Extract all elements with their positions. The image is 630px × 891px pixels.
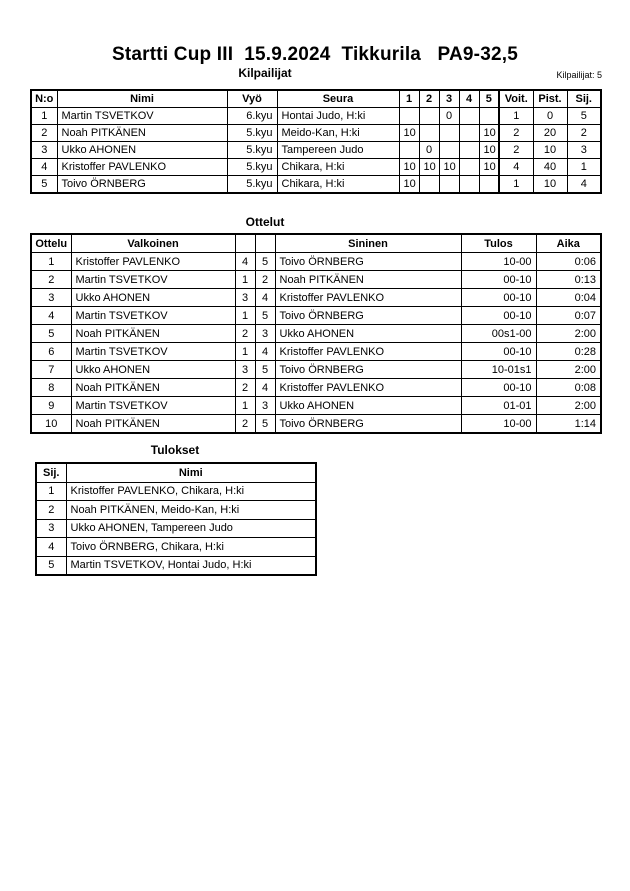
competitor-belt-cell: 6.kyu — [227, 108, 277, 125]
match-row — [31, 379, 601, 397]
points-cell: 0 — [533, 108, 567, 125]
match-no-cell: 3 — [31, 289, 71, 307]
place-cell: 5 — [567, 108, 601, 125]
col-header-match-5: 5 — [479, 90, 499, 108]
blue-no-cell: 3 — [255, 397, 275, 415]
col-header-white-no — [235, 234, 255, 253]
time-cell: 2:00 — [536, 397, 601, 415]
competitor-no-cell: 5 — [31, 176, 57, 194]
match-score-cell: 0 — [419, 142, 439, 159]
result-cell: 10-01s1 — [461, 361, 536, 379]
time-cell: 2:00 — [536, 325, 601, 343]
match-score-cell — [479, 108, 499, 125]
blue-name-cell: Noah PITKÄNEN — [275, 271, 461, 289]
competitor-club-cell: Hontai Judo, H:ki — [277, 108, 399, 125]
result-name-cell: Martin TSVETKOV, Hontai Judo, H:ki — [66, 556, 316, 575]
time-cell: 2:00 — [536, 361, 601, 379]
points-cell: 20 — [533, 125, 567, 142]
blue-no-cell: 5 — [255, 253, 275, 271]
competitor-name-cell: Noah PITKÄNEN — [57, 125, 227, 142]
match-score-cell: 10 — [419, 159, 439, 176]
blue-name-cell: Toivo ÖRNBERG — [275, 307, 461, 325]
white-no-cell: 2 — [235, 325, 255, 343]
competitor-club-cell: Chikara, H:ki — [277, 176, 399, 194]
result-cell: 00-10 — [461, 343, 536, 361]
match-score-cell — [399, 108, 419, 125]
competitor-row — [31, 176, 601, 194]
time-cell: 0:08 — [536, 379, 601, 397]
competitor-belt-cell: 5.kyu — [227, 125, 277, 142]
competitor-row — [31, 108, 601, 125]
results-table — [35, 462, 317, 576]
match-no-cell: 1 — [31, 253, 71, 271]
competitor-belt-cell: 5.kyu — [227, 159, 277, 176]
matches-header-row — [31, 234, 601, 253]
col-header-place: Sij. — [567, 90, 601, 108]
blue-name-cell: Kristoffer PAVLENKO — [275, 343, 461, 361]
result-cell: 00-10 — [461, 289, 536, 307]
match-no-cell: 2 — [31, 271, 71, 289]
match-score-cell — [419, 125, 439, 142]
white-no-cell: 2 — [235, 415, 255, 434]
blue-no-cell: 3 — [255, 325, 275, 343]
match-score-cell — [459, 159, 479, 176]
blue-name-cell: Toivo ÖRNBERG — [275, 253, 461, 271]
match-score-cell — [459, 176, 479, 194]
kilpailijat-section-title: Kilpailijat — [238, 66, 292, 80]
white-name-cell: Martin TSVETKOV — [71, 343, 235, 361]
competitor-name-cell: Toivo ÖRNBERG — [57, 176, 227, 194]
blue-name-cell: Ukko AHONEN — [275, 325, 461, 343]
competitor-name-cell: Ukko AHONEN — [57, 142, 227, 159]
col-header-time: Aika — [536, 234, 601, 253]
blue-no-cell: 5 — [255, 361, 275, 379]
results-header-row — [36, 463, 316, 482]
white-name-cell: Ukko AHONEN — [71, 289, 235, 307]
col-header-blue: Sininen — [275, 234, 461, 253]
competitor-club-cell: Meido-Kan, H:ki — [277, 125, 399, 142]
result-place-cell: 5 — [36, 556, 66, 575]
competitors-header-row — [31, 90, 601, 108]
match-score-cell — [459, 108, 479, 125]
result-place-cell: 1 — [36, 482, 66, 501]
col-header-match-2: 2 — [419, 90, 439, 108]
result-cell: 00-10 — [461, 271, 536, 289]
match-score-cell — [419, 176, 439, 194]
matches-table — [30, 233, 602, 434]
white-no-cell: 4 — [235, 253, 255, 271]
col-header-no: N:o — [31, 90, 57, 108]
competitor-row — [31, 125, 601, 142]
result-cell: 00s1-00 — [461, 325, 536, 343]
col-header-match-3: 3 — [439, 90, 459, 108]
competitor-name-cell: Martin TSVETKOV — [57, 108, 227, 125]
time-cell: 0:04 — [536, 289, 601, 307]
wins-cell: 2 — [499, 142, 533, 159]
col-header-match-no: Ottelu — [31, 234, 71, 253]
col-header-white: Valkoinen — [71, 234, 235, 253]
white-name-cell: Ukko AHONEN — [71, 361, 235, 379]
blue-no-cell: 2 — [255, 271, 275, 289]
result-place-cell: 2 — [36, 501, 66, 520]
match-score-cell — [419, 108, 439, 125]
match-score-cell: 10 — [399, 176, 419, 194]
competitor-club-cell: Chikara, H:ki — [277, 159, 399, 176]
white-name-cell: Noah PITKÄNEN — [71, 415, 235, 434]
col-header-match-1: 1 — [399, 90, 419, 108]
competitor-row — [31, 159, 601, 176]
match-score-cell: 10 — [479, 142, 499, 159]
white-name-cell: Martin TSVETKOV — [71, 271, 235, 289]
white-name-cell: Martin TSVETKOV — [71, 307, 235, 325]
wins-cell: 4 — [499, 159, 533, 176]
col-header-club: Seura — [277, 90, 399, 108]
match-score-cell: 10 — [399, 125, 419, 142]
white-no-cell: 1 — [235, 307, 255, 325]
match-score-cell: 10 — [479, 159, 499, 176]
place-cell: 2 — [567, 125, 601, 142]
tulokset-section-title: Tulokset — [150, 443, 200, 457]
match-score-cell: 10 — [439, 159, 459, 176]
match-no-cell: 7 — [31, 361, 71, 379]
white-no-cell: 2 — [235, 379, 255, 397]
col-header-result-name: Nimi — [66, 463, 316, 482]
col-header-name: Nimi — [57, 90, 227, 108]
place-cell: 4 — [567, 176, 601, 194]
result-name-cell: Ukko AHONEN, Tampereen Judo — [66, 519, 316, 538]
competitor-no-cell: 2 — [31, 125, 57, 142]
result-cell: 01-01 — [461, 397, 536, 415]
blue-name-cell: Ukko AHONEN — [275, 397, 461, 415]
white-no-cell: 1 — [235, 343, 255, 361]
match-score-cell — [399, 142, 419, 159]
blue-name-cell: Toivo ÖRNBERG — [275, 415, 461, 434]
match-no-cell: 9 — [31, 397, 71, 415]
match-no-cell: 10 — [31, 415, 71, 434]
match-no-cell: 6 — [31, 343, 71, 361]
points-cell: 10 — [533, 142, 567, 159]
match-row — [31, 397, 601, 415]
match-row — [31, 289, 601, 307]
col-header-result: Tulos — [461, 234, 536, 253]
white-name-cell: Noah PITKÄNEN — [71, 325, 235, 343]
blue-name-cell: Kristoffer PAVLENKO — [275, 289, 461, 307]
col-header-blue-no — [255, 234, 275, 253]
result-place-cell: 4 — [36, 538, 66, 557]
wins-cell: 1 — [499, 176, 533, 194]
time-cell: 0:28 — [536, 343, 601, 361]
result-name-cell: Noah PITKÄNEN, Meido-Kan, H:ki — [66, 501, 316, 520]
col-header-wins: Voit. — [499, 90, 533, 108]
match-row — [31, 361, 601, 379]
result-cell: 10-00 — [461, 415, 536, 434]
match-score-cell — [459, 125, 479, 142]
result-row — [36, 501, 316, 520]
col-header-points: Pist. — [533, 90, 567, 108]
place-cell: 1 — [567, 159, 601, 176]
col-header-result-place: Sij. — [36, 463, 66, 482]
result-row — [36, 538, 316, 557]
competitor-club-cell: Tampereen Judo — [277, 142, 399, 159]
match-score-cell: 10 — [399, 159, 419, 176]
time-cell: 1:14 — [536, 415, 601, 434]
blue-no-cell: 5 — [255, 415, 275, 434]
result-row — [36, 556, 316, 575]
competitor-no-cell: 3 — [31, 142, 57, 159]
match-score-cell — [439, 125, 459, 142]
match-score-cell — [479, 176, 499, 194]
competitor-no-cell: 1 — [31, 108, 57, 125]
wins-cell: 1 — [499, 108, 533, 125]
competitors-table — [30, 89, 602, 194]
white-no-cell: 3 — [235, 361, 255, 379]
match-row — [31, 307, 601, 325]
points-cell: 40 — [533, 159, 567, 176]
time-cell: 0:06 — [536, 253, 601, 271]
white-no-cell: 1 — [235, 271, 255, 289]
match-score-cell: 0 — [439, 108, 459, 125]
ottelut-section-title: Ottelut — [245, 215, 285, 229]
time-cell: 0:07 — [536, 307, 601, 325]
competitors-count: Kilpailijat: 5 — [556, 70, 602, 80]
white-name-cell: Kristoffer PAVLENKO — [71, 253, 235, 271]
match-no-cell: 8 — [31, 379, 71, 397]
match-row — [31, 415, 601, 434]
match-row — [31, 325, 601, 343]
wins-cell: 2 — [499, 125, 533, 142]
matches-body — [31, 253, 601, 434]
competitor-belt-cell: 5.kyu — [227, 176, 277, 194]
result-cell: 10-00 — [461, 253, 536, 271]
white-no-cell: 1 — [235, 397, 255, 415]
blue-no-cell: 4 — [255, 289, 275, 307]
result-name-cell: Toivo ÖRNBERG, Chikara, H:ki — [66, 538, 316, 557]
result-row — [36, 519, 316, 538]
white-name-cell: Noah PITKÄNEN — [71, 379, 235, 397]
competitor-no-cell: 4 — [31, 159, 57, 176]
result-place-cell: 3 — [36, 519, 66, 538]
match-no-cell: 4 — [31, 307, 71, 325]
results-body — [36, 482, 316, 575]
place-cell: 3 — [567, 142, 601, 159]
blue-name-cell: Kristoffer PAVLENKO — [275, 379, 461, 397]
result-name-cell: Kristoffer PAVLENKO, Chikara, H:ki — [66, 482, 316, 501]
points-cell: 10 — [533, 176, 567, 194]
match-score-cell — [439, 176, 459, 194]
time-cell: 0:13 — [536, 271, 601, 289]
match-score-cell — [459, 142, 479, 159]
competitor-name-cell: Kristoffer PAVLENKO — [57, 159, 227, 176]
competitors-body — [31, 108, 601, 194]
match-no-cell: 5 — [31, 325, 71, 343]
result-cell: 00-10 — [461, 379, 536, 397]
blue-name-cell: Toivo ÖRNBERG — [275, 361, 461, 379]
match-score-cell — [439, 142, 459, 159]
competitor-belt-cell: 5.kyu — [227, 142, 277, 159]
competitor-row — [31, 142, 601, 159]
blue-no-cell: 5 — [255, 307, 275, 325]
match-score-cell: 10 — [479, 125, 499, 142]
result-cell: 00-10 — [461, 307, 536, 325]
blue-no-cell: 4 — [255, 379, 275, 397]
col-header-belt: Vyö — [227, 90, 277, 108]
blue-no-cell: 4 — [255, 343, 275, 361]
match-row — [31, 343, 601, 361]
result-row — [36, 482, 316, 501]
col-header-match-4: 4 — [459, 90, 479, 108]
match-row — [31, 271, 601, 289]
white-no-cell: 3 — [235, 289, 255, 307]
white-name-cell: Martin TSVETKOV — [71, 397, 235, 415]
match-row — [31, 253, 601, 271]
page-title: Startti Cup III 15.9.2024 Tikkurila PA9-32,5 — [112, 44, 518, 65]
